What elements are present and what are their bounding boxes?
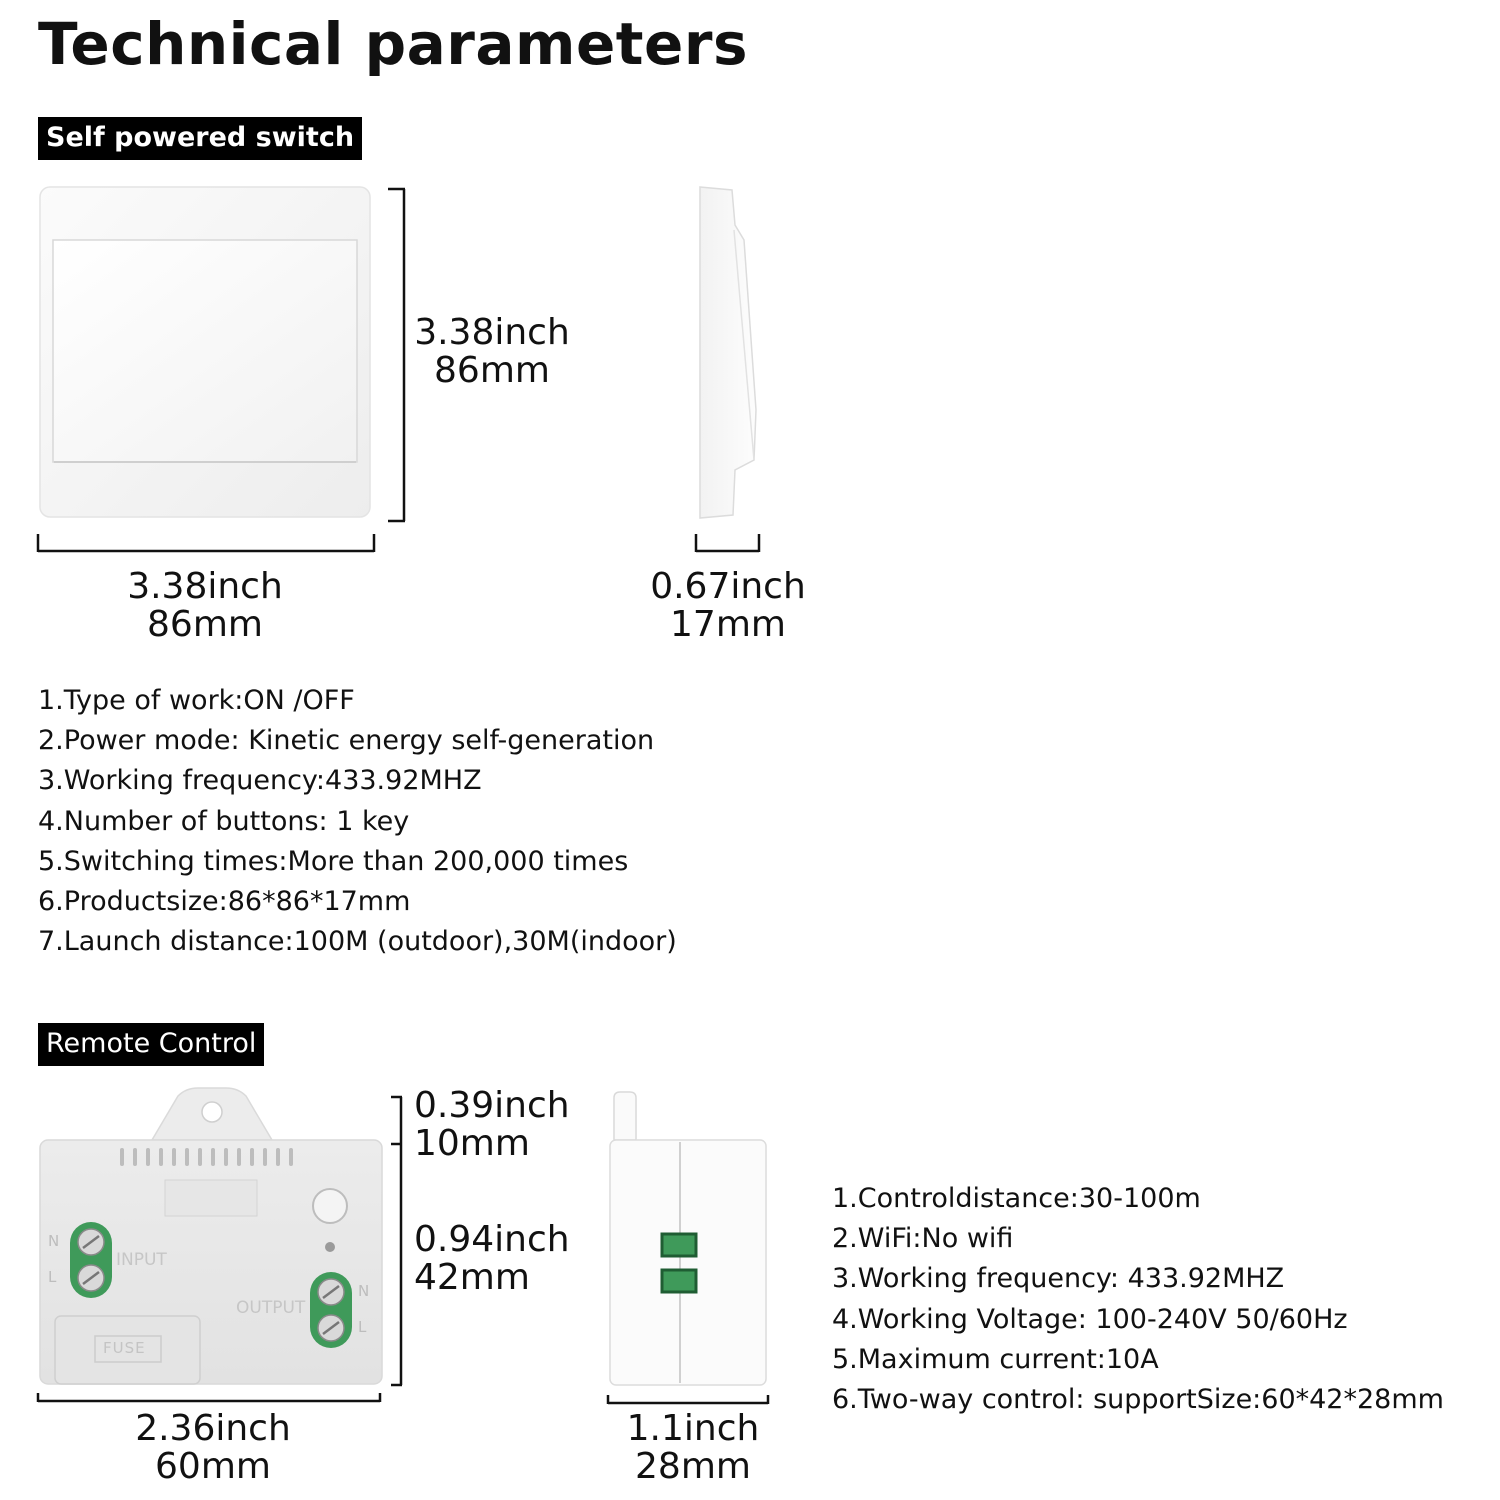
switch-height-bracket (388, 189, 405, 521)
spec-item: 1.Controldistance:30-100m (832, 1183, 1201, 1214)
terminal-n-label-input: N (48, 1232, 60, 1250)
remote-depth-mm: 28mm (635, 1446, 751, 1487)
switch-front-view (40, 187, 370, 517)
input-label: INPUT (116, 1250, 167, 1270)
terminal-n-label-output: N (358, 1282, 370, 1300)
switch-width-dim (105, 568, 305, 644)
switch-height-mm: 86mm (434, 350, 550, 391)
remote-tab-dim (414, 1087, 584, 1163)
page-title: Technical parameters (38, 10, 748, 78)
switch-depth-bracket (696, 534, 759, 552)
switch-depth-inch: 0.67inch (650, 566, 806, 607)
spec-item: 1.Type of work:ON /OFF (38, 685, 355, 716)
remote-depth-dim (603, 1410, 783, 1486)
terminal-l-label-input: L (48, 1268, 57, 1286)
remote-height-dim (414, 1221, 584, 1297)
remote-tab-bracket (391, 1097, 402, 1385)
spec-item: 4.Number of buttons: 1 key (38, 805, 410, 837)
output-label: OUTPUT (236, 1298, 306, 1318)
spec-item: 6.Productsize:86*86*17mm (38, 885, 411, 917)
switch-section-tag: Self powered switch (38, 117, 362, 160)
spec-item: 2.Power mode: Kinetic energy self-generation (38, 725, 655, 757)
remote-width-bracket (38, 1393, 380, 1402)
remote-tab-inch: 0.39inch (414, 1085, 570, 1126)
terminal-l-label-output: L (358, 1318, 367, 1336)
switch-side-view (700, 187, 756, 518)
switch-depth-mm: 17mm (670, 604, 786, 645)
remote-depth-inch: 1.1inch (626, 1408, 760, 1449)
spec-item: 5.Switching times:More than 200,000 times (38, 845, 629, 877)
remote-module-front-view (40, 1088, 382, 1384)
spec-item: 2.WiFi:No wifi (832, 1223, 1014, 1255)
fuse-label: FUSE (103, 1339, 146, 1357)
spec-item: 5.Maximum current:10A (832, 1343, 1159, 1375)
spec-item: 6.Two-way control: supportSize:60*42*28mm (832, 1383, 1444, 1415)
spec-item: 4.Working Voltage: 100-240V 50/60Hz (832, 1303, 1348, 1335)
remote-depth-bracket (608, 1395, 768, 1404)
switch-depth-dim (638, 568, 818, 644)
remote-section-tag: Remote Control (38, 1023, 264, 1066)
switch-width-mm: 86mm (147, 604, 263, 645)
switch-height-dim (412, 314, 572, 390)
switch-width-bracket (38, 534, 374, 552)
remote-height-mm: 42mm (414, 1257, 530, 1298)
remote-tab-mm: 10mm (414, 1123, 530, 1164)
switch-height-inch: 3.38inch (414, 312, 570, 353)
remote-width-dim (113, 1410, 313, 1486)
remote-module-side-view (610, 1092, 766, 1385)
spec-item: 3.Working frequency:433.92MHZ (38, 765, 482, 797)
remote-width-mm: 60mm (155, 1446, 271, 1487)
remote-width-inch: 2.36inch (135, 1408, 291, 1449)
spec-item: 7.Launch distance:100M (outdoor),30M(indoor) (38, 926, 677, 958)
spec-item: 3.Working frequency: 433.92MHZ (832, 1263, 1285, 1295)
remote-height-inch: 0.94inch (414, 1219, 570, 1260)
switch-width-inch: 3.38inch (127, 566, 283, 607)
remote-spec-list (832, 1179, 1444, 1420)
switch-spec-list (38, 681, 677, 962)
